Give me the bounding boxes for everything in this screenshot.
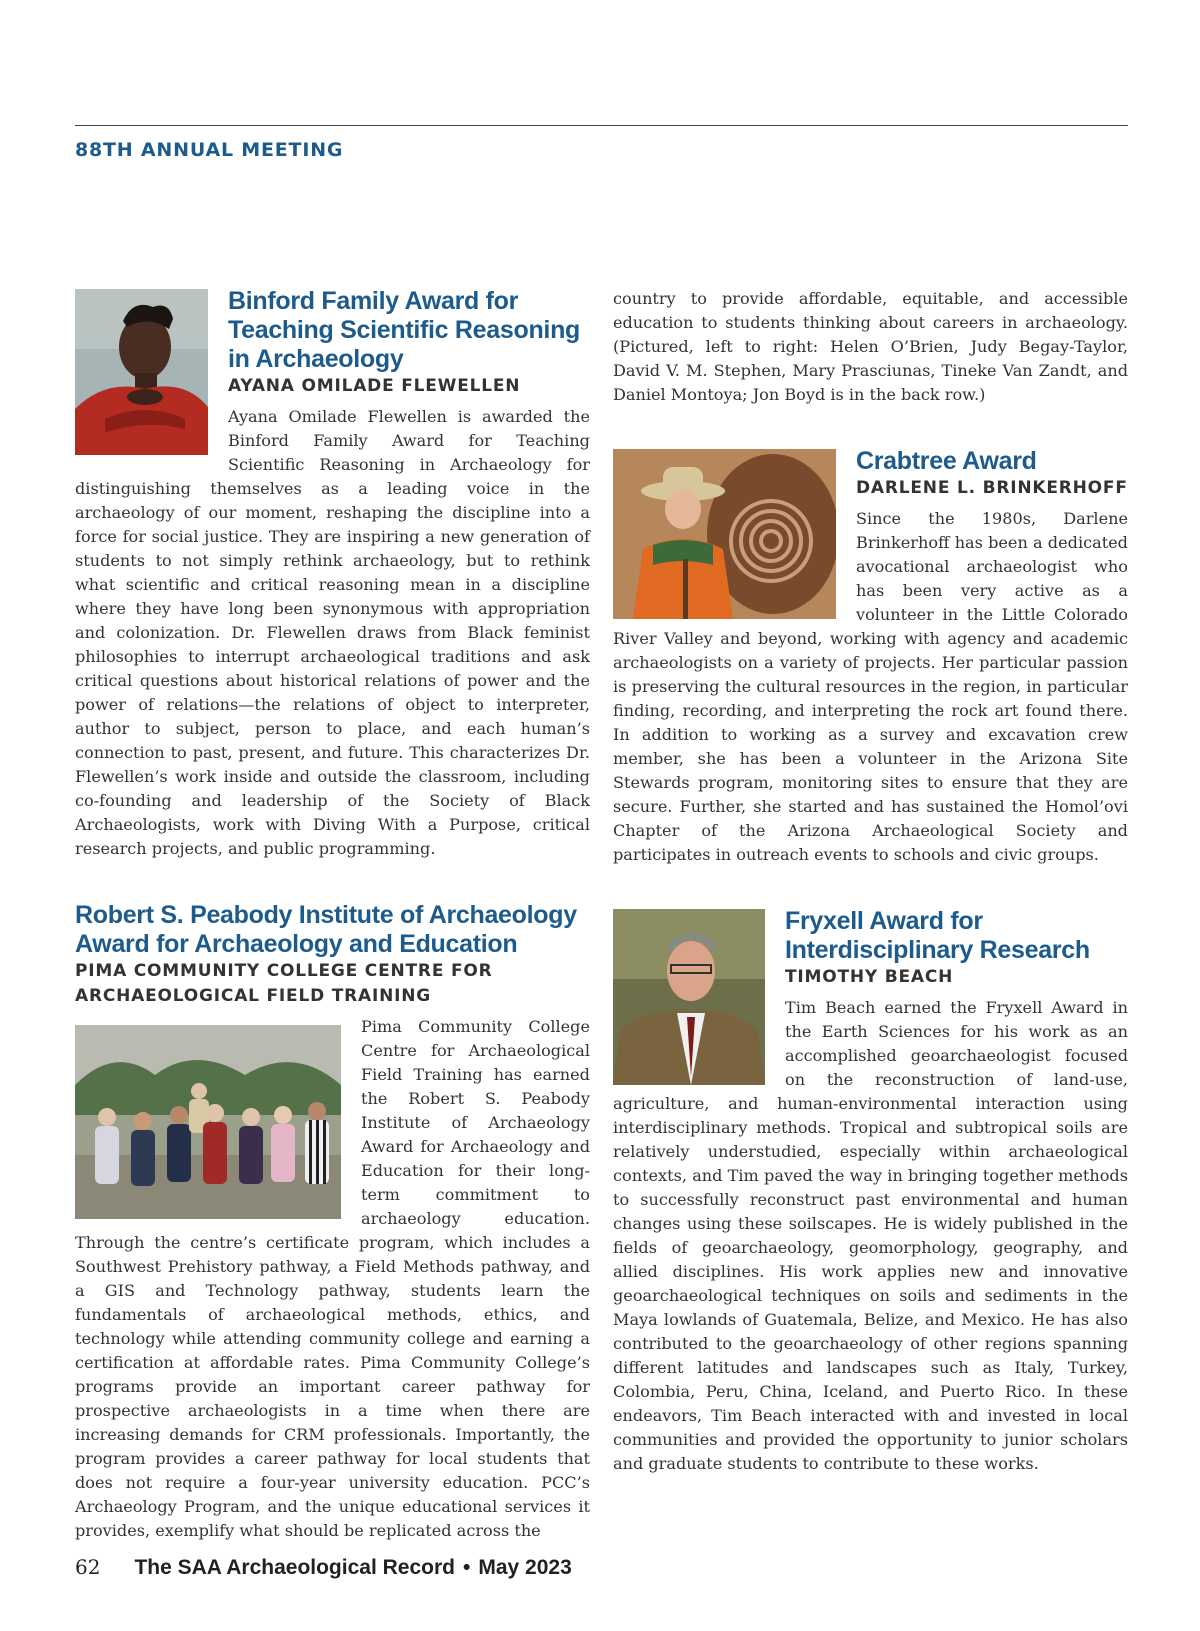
section-label: 88TH ANNUAL MEETING [75, 139, 344, 161]
photo-flewellen [75, 289, 208, 455]
award-description: Ayana Omilade Flewellen is awarded the Binford Family Award for Teaching Scientific Reasoning in Archaeology for distinguishing themselves as a leading voice in the archaeology of our moment, reshaping the discipline into a force for social justice. They are inspiring a new generation of students to not simply rethink archaeology, but to rethink what scientific and critical reasoning mean in a discipline where they have long been synonymous with appropriation and colonization. Dr. Flewellen draws from Black feminist philosophies to interrupt archaeological traditions and ask critical questions about historical relations of power and the power of relations—the relations of object to interpreter, author to subject, person to place, and each human’s connection to past, present, and future. This characterizes Dr. Flewellen’s work inside and outside the classroom, including co-founding and leadership of the Society of Black Archaeologists, work with Diving With a Purpose, critical research projects, and public programming. [75, 407, 590, 858]
award-crabtree [613, 447, 1128, 867]
bullet-separator: • [462, 1556, 471, 1579]
award-description: Tim Beach earned the Fryxell Award in the Earth Sciences for his work as an accomplished geoarchaeologist focused on the reconstruction of land-use, agriculture, and human-environmental interaction using interdisciplinary methods. Tropical and subtropical soils are relatively understudied, especially within archaeological contexts, and Tim paved the way in bringing together methods to successfully reconstruct past environmental and human changes using these soilscapes. He is widely published in the fields of geoarchaeology, geomorphology, geography, and allied disciplines. His work applies new and innovative geoarchaeological techniques on soils and sediments in the Maya lowlands of Guatemala, Belize, and Mexico. He has also contributed to the geoarchaeology of other regions spanning different latitudes and landscapes such as Italy, Turkey, Colombia, Peru, China, Iceland, and Puerto Rico. In these endeavors, Tim Beach interacted with and invested in local communities and provided the opportunity to junior scholars and graduate students to contribute to these works. [613, 998, 1128, 1473]
award-description: Since the 1980s, Darlene Brinkerhoff has been a dedicated avocational archaeologist who has been very active as a volunteer in the Little Colorado River Valley and beyond, working with agency and academic archaeologists on a variety of projects. Her particular passion is preserving the cultural resources in the region, in particular finding, recording, and interpreting the rock art found there. In addition to working as a survey and excavation crew member, she has been a volunteer in the Arizona Site Stewards program, monitoring sites to ensure that they are secure. Further, she started and has sustained the Homol’ovi Chapter of the Arizona Archaeological Society and participates in outreach events to schools and civic groups. [613, 509, 1128, 864]
photo-beach [613, 909, 765, 1085]
page-number: 62 [75, 1555, 101, 1579]
award-title: Binford Family Award for Teaching Scientific Reasoning in Archaeology [228, 287, 581, 373]
publication-line [134, 1556, 571, 1580]
award-title: Crabtree Award [856, 447, 1037, 475]
photo-pima-group [75, 1025, 341, 1219]
publication-name: The SAA Archaeological Record [134, 1556, 455, 1579]
award-recipient: PIMA COMMUNITY COLLEGE CENTRE FOR ARCHAEOLOGICAL FIELD TRAINING [75, 961, 493, 1006]
award-recipient: DARLENE L. BRINKERHOFF [856, 478, 1128, 498]
award-recipient: AYANA OMILADE FLEWELLEN [228, 376, 521, 396]
award-description: Pima Community College Centre for Archaeological Field Training has earned the Robert S. Peabody Institute of Archaeology Award for Archaeology and Education for their long-term commitment to archaeology education. Through the centre’s certificate program, which includes a Southwest Prehistory pathway, a Field Methods pathway, and a GIS and Technology pathway, students learn the fundamentals of archaeological methods, ethics, and technology while attending community college and earning a certification at affordable rates. Pima Community College’s programs provide an important career pathway for prospective archaeologists in a time when there are increasing demands for CRM professionals. Importantly, the program provides a career pathway for local students that does not require a four-year university education. PCC’s Archaeology Program, and the unique educational services it provides, exemplify what should be replicated across the [75, 1017, 590, 1540]
award-title: Robert S. Peabody Institute of Archaeology Award for Archaeology and Education [75, 901, 577, 958]
header-rule [75, 125, 1128, 126]
page-footer [75, 1555, 572, 1580]
left-column [75, 287, 590, 1543]
continued-text: country to provide affordable, equitable, and accessible education to students thinking about careers in archaeology. (Pictured, left to right: Helen O’Brien, Judy Begay-Taylor, David V. M. Stephen, Mary Prasciunas, Tineke Van Zandt, and Daniel Montoya; Jon Boyd is in the back row.) [613, 289, 1128, 404]
award-peabody [75, 901, 590, 1543]
award-fryxell [613, 907, 1128, 1476]
issue-date: May 2023 [478, 1556, 572, 1579]
right-column [613, 287, 1128, 1476]
award-title: Fryxell Award for Interdisciplinary Research [785, 907, 1090, 964]
photo-brinkerhoff [613, 449, 836, 619]
award-binford [75, 287, 590, 861]
award-recipient: TIMOTHY BEACH [785, 967, 954, 987]
